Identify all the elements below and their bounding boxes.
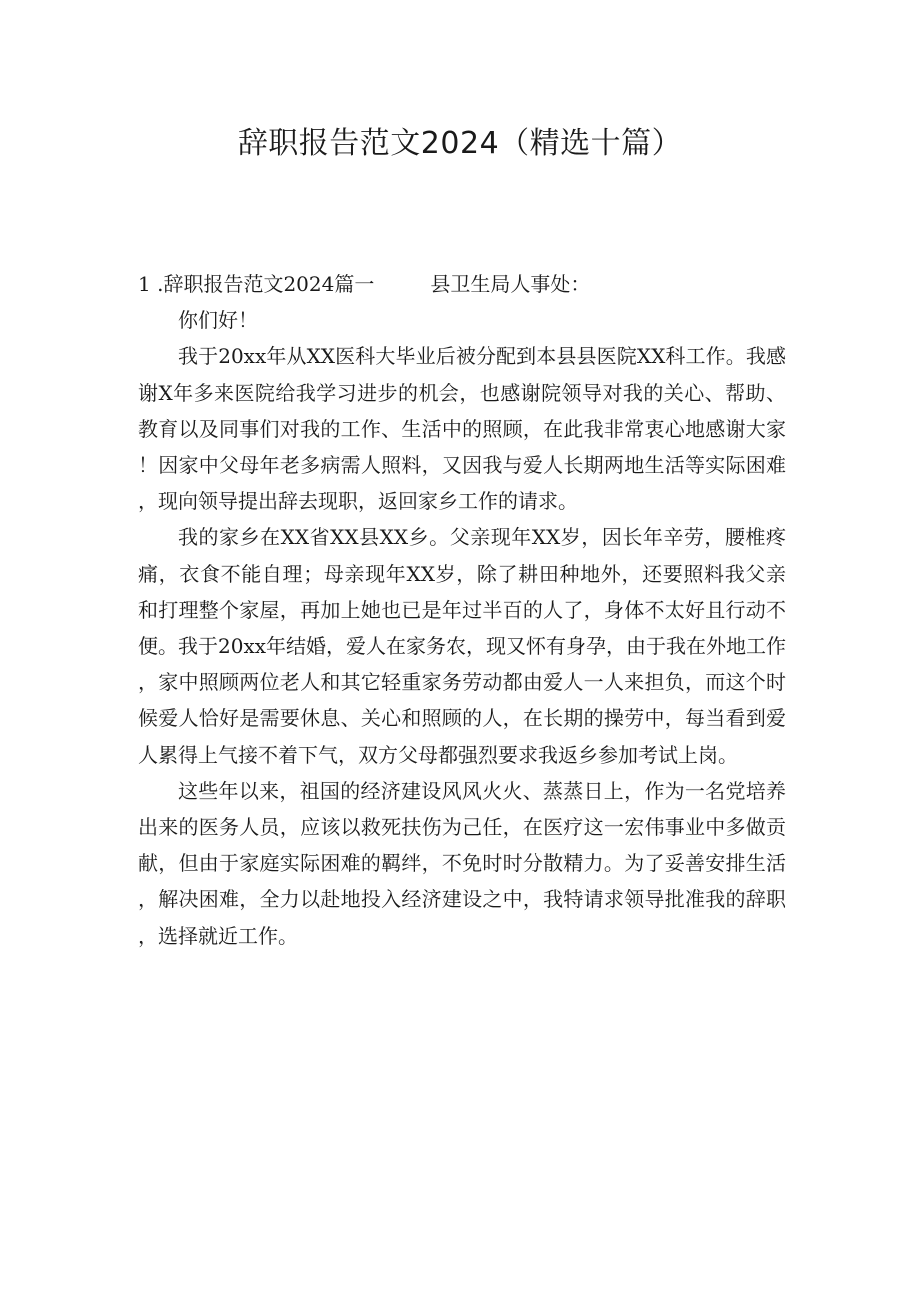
paragraph-2: 我的家乡在XX省XX县XX乡。父亲现年XX岁，因长年辛劳，腰椎疼痛，衣食不能自理；母亲现年XX岁，除了耕田种地外，还要照料我父亲和打理整个家屋，再加上她也已是年过半百的人了，身体不太好且行动不便。我于20xx年结婚，爱人在家务农，现又怀有身孕，由于我在外地工作，家中照顾两位老人和其它轻重家务劳动都由爱人一人来担负，而这个时候爱人恰好是需要休息、关心和照顾的人，在长期的操劳中，每当看到爱人累得上气接不着下气，双方父母都强烈要求我返乡参加考试上岗。 — [138, 525, 787, 767]
greeting: 你们好！ — [178, 308, 258, 333]
document-title: 辞职报告范文2024（精选十篇） — [237, 126, 683, 161]
document-body — [138, 266, 786, 954]
section-title: 辞职报告范文2024篇一 — [163, 272, 375, 296]
paragraph-3: 这些年以来，祖国的经济建设风风火火、蒸蒸日上，作为一名党培养出来的医务人员，应该以救死扶伤为己任，在医疗这一宏伟事业中多做贡献，但由于家庭实际困难的羁绊，不免时时分散精力。为了妥善安排生活，解决困难，全力以赴地投入经济建设之中，我特请求领导批准我的辞职，选择就近工作。 — [138, 778, 786, 948]
addressee: 县卫生局人事处： — [430, 272, 591, 296]
paragraph-1: 我于20xx年从XX医科大毕业后被分配到本县县医院XX科工作。我感谢X年多来医院给我学习进步的机会，也感谢院领导对我的关心、帮助、教育以及同事们对我的工作、生活中的照顾，在此我非常衷心地感谢大家！因家中父母年老多病需人照料，又因我与爱人长期两地生活等实际困难，现向领导提出辞去现职，返回家乡工作的请求。 — [138, 344, 786, 514]
section-number: 1 . — [138, 272, 164, 296]
section-heading — [138, 266, 786, 302]
